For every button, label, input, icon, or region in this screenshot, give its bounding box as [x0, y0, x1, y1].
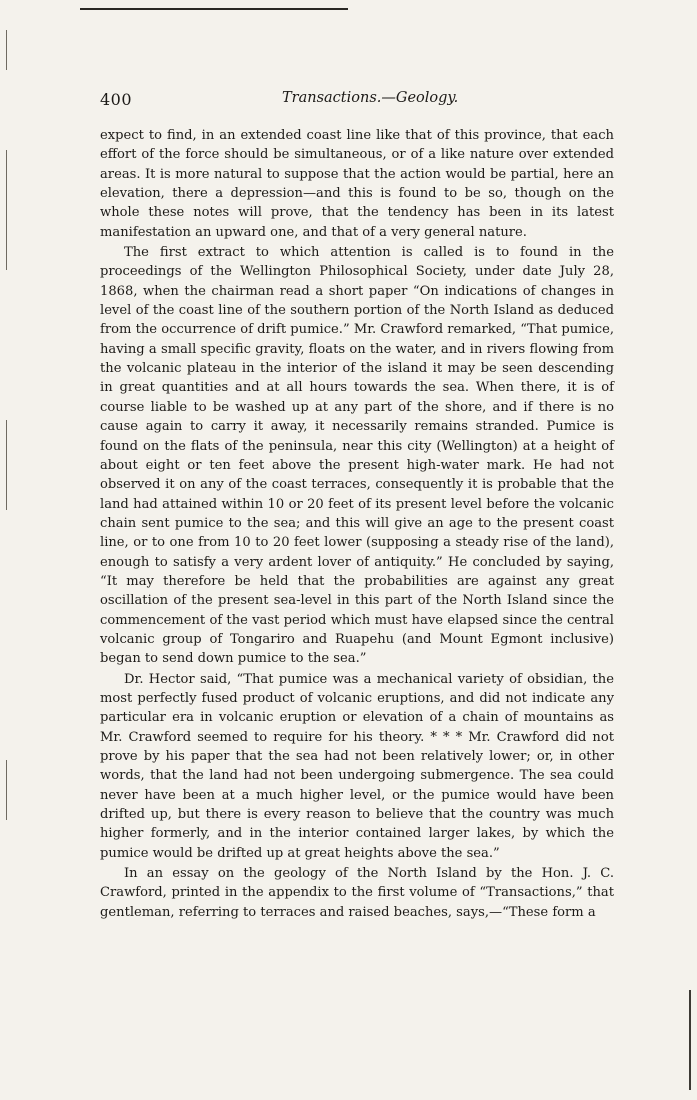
paragraph: In an essay on the geology of the North Island by the Hon. J. C. Crawford, printed in the appendix to the first volume of “Transactions,” that gentleman, referring to terraces and raised beaches, says,—“These form a: [100, 866, 614, 920]
paragraph: expect to find, in an extended coast line like that of this province, that each effort of the force should be simultaneous, or of a like nature over extended areas. It is more natural to suppose that the action would be partial, here an elevation, there a depression—and this is found to be so, though on the whole these notes will prove, that the tendency has been in its latest manifestation an upward one, and that of a very general nature.: [100, 128, 614, 240]
left-edge-mark: [6, 760, 7, 820]
body-text: [100, 126, 614, 922]
left-edge-mark: [6, 30, 7, 70]
running-head: Transactions.—Geology.: [282, 90, 459, 106]
left-edge-mark: [6, 150, 7, 270]
page-header: [100, 90, 600, 112]
left-edge-mark: [6, 420, 7, 510]
top-rule: [80, 8, 348, 10]
paragraph: The first extract to which attention is called is to found in the proceedings of the Wellington Philosophical Society, under date July 28, 1868, when the chairman read a short paper “On indications of changes in level of the coast line of the southern portion of the North Island as deduced from the occurrence of drift pumice.” Mr. Crawford remarked, “That pumice, having a small specific gravity, floats on the water, and in rivers flowing from the volcanic plateau in the interior of the island it may be seen descending in great quantities and at all hours towards the sea. When there, it is of course liable to be washed up at any part of the shore, and if there is no cause again to carry it away, it necessarily remains stranded. Pumice is found on the flats of the peninsula, near this city (Wellington) at a height of about eight or ten feet above the present high-water mark. He had not observed it on any of the coast terraces, consequently it is probable that the land had attained within 10 or 20 feet of its present level before the volcanic chain sent pumice to the sea; and this will give an age to the present coast line, or to one from 10 to 20 feet lower (supposing a steady rise of the land), enough to satisfy a very ardent lover of antiquity.” He concluded by saying, “It may therefore be held that the probabilities are against any great oscillation of the present sea-level in this part of the North Island since the commencement of the vast period which must have elapsed since the central volcanic group of Tongariro and Ruapehu (and Mount Egmont inclusive) began to send down pumice to the sea.”: [100, 245, 614, 667]
right-edge-mark: [689, 990, 691, 1090]
page-number: 400: [100, 90, 133, 109]
paragraph: Dr. Hector said, “That pumice was a mechanical variety of obsidian, the most perfectly fused product of volcanic eruptions, and did not indicate any particular era in volcanic eruption or elevation of a chain of mountains as Mr. Crawford seemed to require for his theory. * * * Mr. Crawford did not prove by his paper that the sea had not been relatively lower; or, in other words, that the land had not been undergoing submergence. The sea could never have been at a much higher level, or the pumice would have been drifted up, but there is every reason to believe that the country was much higher formerly, and in the interior contained larger lakes, by which the pumice would be drifted up at great heights above the sea.”: [100, 671, 614, 861]
